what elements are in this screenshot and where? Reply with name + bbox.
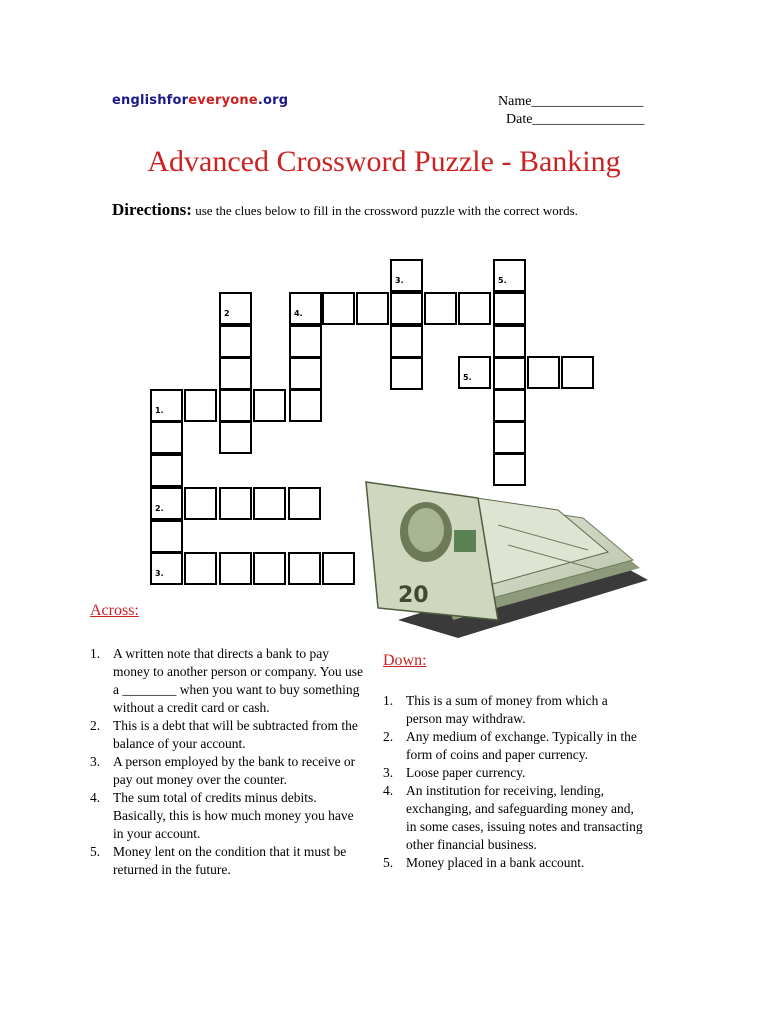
clue-number: 2 (224, 309, 230, 318)
clue-number: 1. (155, 406, 164, 415)
crossword-cell[interactable] (458, 292, 491, 325)
crossword-cell[interactable] (253, 552, 286, 585)
crossword-cell[interactable] (219, 421, 252, 454)
crossword-cell[interactable] (390, 292, 423, 325)
crossword-cell[interactable] (184, 389, 217, 422)
brand-part-2: everyone (188, 93, 258, 108)
clue-text: The sum total of credits minus debits. Basically, this is how much money you have in your account. (113, 790, 354, 841)
clue-number: 2. (155, 504, 164, 513)
crossword-cell[interactable] (493, 259, 526, 292)
list-item: 2. Any medium of exchange. Typically in the form of coins and paper currency. (383, 729, 637, 762)
down-clue-list (383, 692, 643, 872)
crossword-cell[interactable] (493, 292, 526, 325)
list-item: 3. A person employed by the bank to receive or pay out money over the counter. (90, 754, 356, 787)
clue-text: An institution for receiving, lending, exchanging, and safeguarding money and, in some cases, issuing notes and transacting other financial business. (406, 783, 643, 852)
clue-number: 4. (294, 309, 303, 318)
crossword-cell[interactable] (390, 259, 423, 292)
date-line: Date________________ (506, 112, 645, 127)
down-heading: Down: (383, 652, 427, 669)
clue-text: Any medium of exchange. Typically in the form of coins and paper currency. (406, 729, 637, 762)
clue-text: A person employed by the bank to receive or pay out money over the counter. (113, 754, 356, 787)
crossword-cell[interactable] (150, 454, 183, 487)
crossword-cell[interactable] (150, 487, 183, 520)
across-clue-list (90, 645, 365, 879)
crossword-cell[interactable] (424, 292, 457, 325)
crossword-cell[interactable] (322, 552, 355, 585)
crossword-cell[interactable] (561, 356, 594, 389)
crossword-cell[interactable] (493, 357, 526, 390)
list-item: 4. An institution for receiving, lending, exchanging, and safeguarding money and, in some cases, issuing notes and transacting other financial business. (383, 783, 643, 852)
crossword-cell[interactable] (150, 552, 183, 585)
clue-number: 5. (463, 373, 472, 382)
list-item: 5. Money lent on the condition that it must be returned in the future. (90, 844, 347, 877)
bill-label: 20 (398, 583, 429, 608)
directions-label: Directions: (112, 200, 192, 219)
crossword-cell[interactable] (390, 325, 423, 358)
crossword-cell[interactable] (150, 421, 183, 454)
crossword-cell[interactable] (150, 389, 183, 422)
list-item: 1. This is a sum of money from which a person may withdraw. (383, 693, 608, 726)
crossword-cell[interactable] (288, 487, 321, 520)
crossword-cell[interactable] (219, 552, 252, 585)
crossword-cell[interactable] (493, 421, 526, 454)
page-title: Advanced Crossword Puzzle - Banking (147, 145, 621, 178)
crossword-cell[interactable] (493, 325, 526, 358)
crossword-cell[interactable] (184, 487, 217, 520)
name-line: Name________________ (498, 94, 644, 109)
crossword-cell[interactable] (390, 357, 423, 390)
list-item: 4. The sum total of credits minus debits. Basically, this is how much money you have in your account. (90, 790, 354, 841)
directions-text: use the clues below to fill in the crossword puzzle with the correct words. (195, 203, 578, 218)
clue-text: Money placed in a bank account. (406, 855, 585, 870)
list-item: 5. Money placed in a bank account. (383, 855, 585, 870)
crossword-cell[interactable] (253, 389, 286, 422)
clue-number: 3. (155, 569, 164, 578)
crossword-cell[interactable] (253, 487, 286, 520)
crossword-cell[interactable] (219, 357, 252, 390)
brand-part-1: englishfor (112, 93, 189, 108)
list-item: 1. A written note that directs a bank to pay money to another person or company. You use a ________ when you want to buy something without a credit card or cash. (90, 646, 363, 715)
crossword-cell[interactable] (288, 552, 321, 585)
crossword-cell[interactable] (356, 292, 389, 325)
crossword-cell[interactable] (493, 389, 526, 422)
crossword-cell[interactable] (458, 356, 491, 389)
clue-number: 3. (395, 276, 404, 285)
crossword-cell[interactable] (219, 292, 252, 325)
crossword-cell[interactable] (184, 552, 217, 585)
crossword-cell[interactable] (322, 292, 355, 325)
clue-text: A written note that directs a bank to pay money to another person or company. You use a ________ when you want to buy something without a credit card or cash. (113, 646, 363, 715)
money-stack-image (358, 470, 648, 640)
crossword-cell[interactable] (219, 389, 252, 422)
crossword-cell[interactable] (219, 325, 252, 358)
across-heading: Across: (90, 602, 139, 619)
crossword-cell[interactable] (289, 325, 322, 358)
crossword-cell[interactable] (527, 356, 560, 389)
clue-text: This is a debt that will be subtracted from the balance of your account. (113, 718, 358, 751)
clue-number: 5. (498, 276, 507, 285)
crossword-cell[interactable] (219, 487, 252, 520)
clue-text: Loose paper currency. (406, 765, 526, 780)
clue-text: Money lent on the condition that it must be returned in the future. (113, 844, 347, 877)
list-item: 2. This is a debt that will be subtracted from the balance of your account. (90, 718, 358, 751)
crossword-cell[interactable] (150, 520, 183, 553)
list-item: 3. Loose paper currency. (383, 765, 526, 780)
clue-text: This is a sum of money from which a person may withdraw. (406, 693, 608, 726)
brand-part-3: .org (257, 93, 289, 108)
crossword-cell[interactable] (289, 389, 322, 422)
crossword-cell[interactable] (289, 292, 322, 325)
crossword-cell[interactable] (289, 357, 322, 390)
